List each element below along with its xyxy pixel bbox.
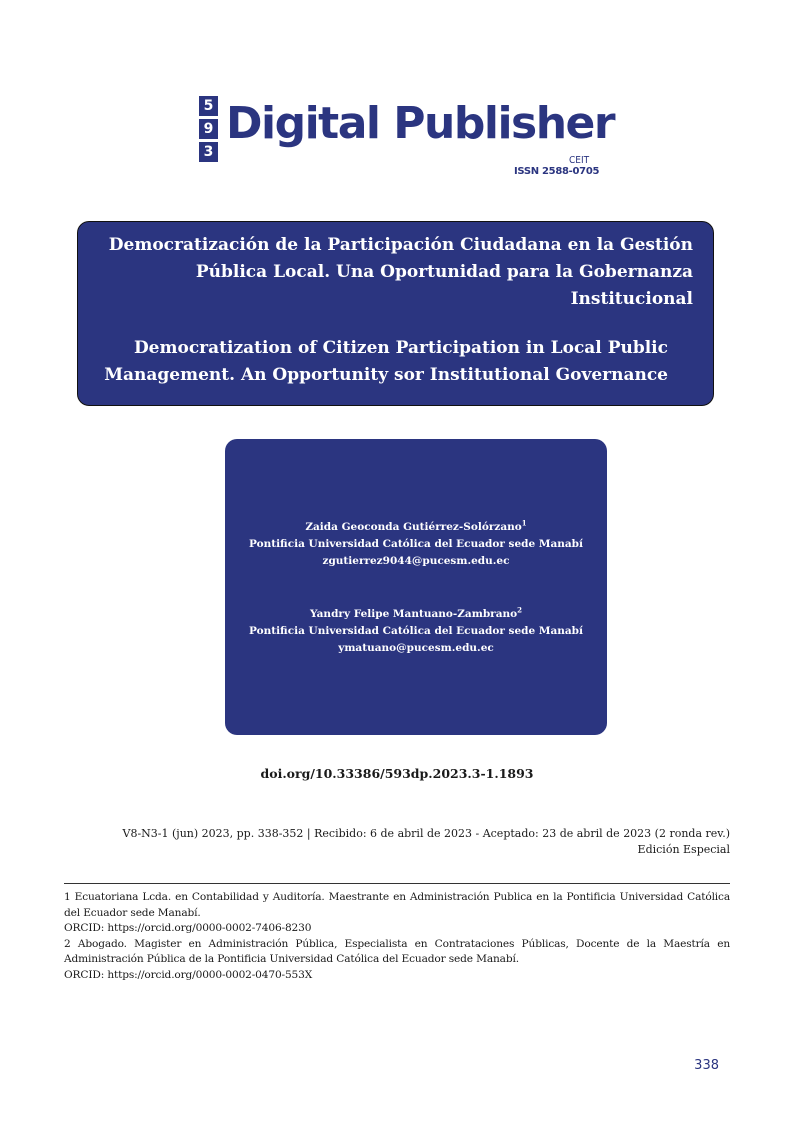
meta-edition: Edición Especial bbox=[637, 843, 730, 856]
author-affiliation: Pontificia Universidad Católica del Ecuador sede Manabí bbox=[248, 625, 584, 637]
author-block bbox=[225, 606, 607, 657]
logo-digit: 5 bbox=[199, 96, 218, 116]
footnote-orcid[interactable]: ORCID: https://orcid.org/0000-0002-0470-553X bbox=[64, 968, 313, 981]
title-english bbox=[98, 335, 668, 389]
footnote-divider bbox=[64, 883, 730, 884]
meta-dates: V8-N3-1 (jun) 2023, pp. 338-352 | Recibido: 6 de abril de 2023 - Aceptado: 23 de abril de 2023 (2 ronda rev.) bbox=[122, 827, 730, 840]
footnote: 2 Abogado. Magister en Administración Pública, Especialista en Contrataciones Públicas, Docente de la Maestría en Administración Pública de la Pontificia Universidad Católica del Ecuador sede Manabí. bbox=[64, 937, 730, 965]
logo-name: Digital Publisher bbox=[226, 98, 615, 149]
author-email[interactable]: ymatuano@pucesm.edu.ec bbox=[338, 642, 494, 654]
title-spanish bbox=[103, 232, 693, 313]
author-block bbox=[225, 519, 607, 570]
footnote-orcid[interactable]: ORCID: https://orcid.org/0000-0002-7406-8230 bbox=[64, 922, 312, 934]
title-line: Democratización de la Participación Ciudadana en la Gestión bbox=[108, 235, 693, 255]
author-name: Yandry Felipe Mantuano-Zambrano$^2$ bbox=[309, 605, 523, 620]
title-box bbox=[77, 221, 714, 406]
publication-meta bbox=[123, 826, 731, 858]
logo-issn: ISSN 2588-0705 bbox=[514, 166, 600, 177]
author-name: Zaida Geoconda Gutiérrez-Solórzano$^1$ bbox=[305, 518, 527, 533]
title-line: Pública Local. Una Oportunidad para la Gobernanza bbox=[195, 262, 693, 282]
doi-link[interactable]: doi.org/10.33386/593dp.2023.3-1.1893 bbox=[260, 766, 534, 781]
footnote: 1 Ecuatoriana Lcda. en Contabilidad y Auditoría. Maestrante en Administración Publica en la Pontificia Universidad Católica del Ecuador sede Manabí. bbox=[64, 891, 730, 919]
logo-digit: 3 bbox=[199, 142, 218, 162]
author-affiliation: Pontificia Universidad Católica del Ecuador sede Manabí bbox=[248, 538, 584, 550]
authors-box bbox=[225, 439, 607, 735]
title-line: Management. An Opportunity sor Institutional Governance bbox=[104, 365, 668, 385]
logo-digit: 9 bbox=[199, 119, 218, 139]
journal-logo bbox=[199, 96, 619, 180]
logo-ceit: CEIT bbox=[569, 155, 590, 166]
title-line: Institucional bbox=[570, 289, 693, 309]
author-email[interactable]: zgutierrez9044@pucesm.edu.ec bbox=[322, 555, 510, 567]
page-number: 338 bbox=[694, 1058, 719, 1073]
footnotes bbox=[64, 890, 730, 983]
title-line: Democratization of Citizen Participation in Local Public bbox=[133, 338, 668, 358]
